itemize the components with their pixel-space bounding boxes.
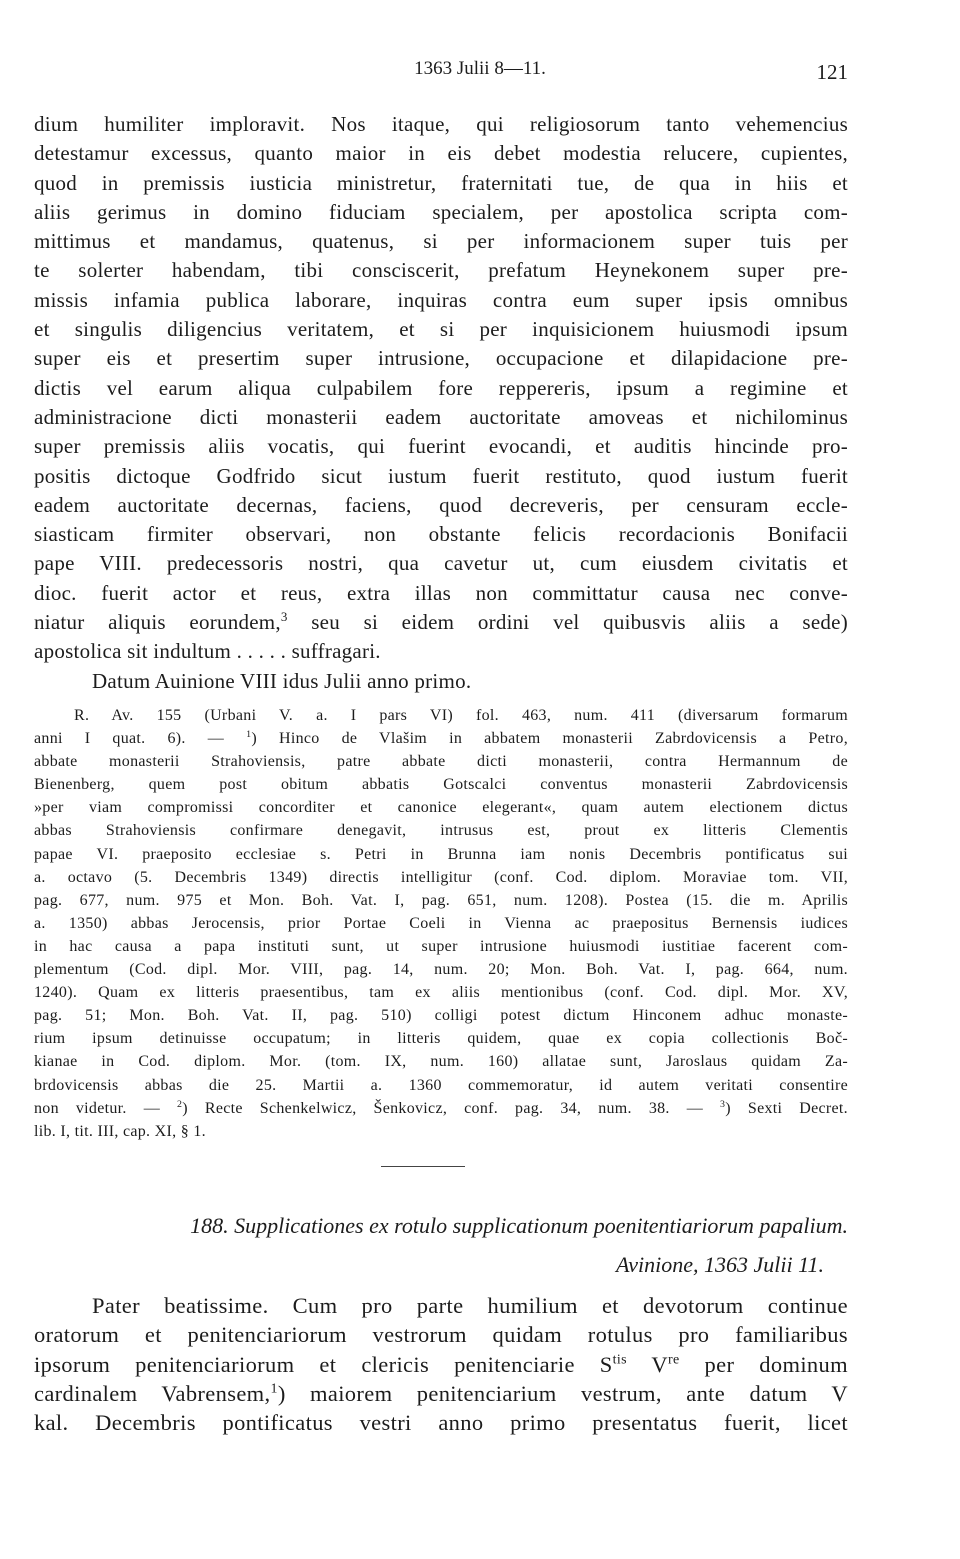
- datum-line: Datum Auinione VIII idus Julii anno primo.: [92, 668, 472, 693]
- body-line: quod in premissis iusticia ministretur, fraternitati tue, de qua in hiis et: [34, 170, 848, 195]
- body-line: [34, 1379, 848, 1408]
- note-part: ) Sexti Decret.: [725, 1099, 848, 1117]
- document-title: 188. Supplicationes ex rotulo supplicationum poenitentiariorum papalium.: [190, 1213, 848, 1238]
- body-line: Pater beatissime. Cum pro parte humilium et devotorum continue: [92, 1293, 848, 1318]
- note-part: ) Recte Schenkelwicz, Šenkovicz, conf. pag. 34, num. 38. —: [182, 1099, 720, 1117]
- footnote-mark: 2: [176, 1098, 183, 1110]
- note-line: brdovicensis abbas die 25. Martii a. 1360 commemoratur, id autem veritati consentire: [34, 1076, 848, 1094]
- footnote-mark: 3: [720, 1098, 726, 1110]
- note-line: Bienenberg, quem post obitum abbatis Gotscalci conventus monasterii Zabrdovicensis: [34, 776, 848, 794]
- body-line: detestamur excessus, quanto maior in eis debet modestia relucere, cupientes,: [34, 141, 848, 166]
- note-line: pag. 677, num. 975 et Mon. Boh. Vat. I, pag. 651, num. 1208). Postea (15. die m. Aprilis: [34, 891, 848, 909]
- note-line: lib. I, tit. III, cap. XI, § 1.: [34, 1122, 206, 1140]
- note-line: a. 1350) abbas Jerocensis, prior Portae Coeli in Vienna ac praepositus Bernensis iudices: [34, 914, 848, 932]
- body-line: [34, 1350, 848, 1379]
- running-head: 1363 Julii 8—11.: [414, 58, 546, 79]
- body-line-part: ipsorum penitenciariorum et clericis penitenciarie S: [34, 1351, 613, 1377]
- body-line: oratorum et penitenciariorum vestrorum quidam rotulus pro familiaribus: [34, 1322, 848, 1348]
- superscript: re: [668, 1352, 680, 1368]
- body-line: missis infamia publica laborare, inquiras contra eum super ipsis omnibus: [34, 287, 848, 312]
- body-line: te solerter habendam, tibi consciscerit, prefatum Heynekonem super pre-: [34, 258, 848, 283]
- body-line: niatur aliquis eorundem,$^3$ seu si eidem ordini vel quibusvis aliis a sede): [34, 609, 848, 635]
- note-line: »per viam compromissi concorditer et canonice elegerant«, quam autem electionem dictus: [34, 799, 848, 817]
- body-line-part: per dominum: [679, 1351, 848, 1377]
- body-line-part: cardinalem Vabrensem,: [34, 1380, 271, 1406]
- note-line: R. Av. 155 (Urbani V. a. I pars VI) fol. 463, num. 411 (diversarum formarum: [74, 707, 848, 724]
- note-line: abbate monasterii Strahoviensis, patre abbate dicti monasterii, contra Hermannum de: [34, 753, 848, 771]
- body-line: et singulis diligencius veritatem, et si per inquisicionem huiusmodi ipsum: [34, 317, 848, 342]
- note-line: rium ipsum detinuisse occupatum; in litteris quidem, quae ex copia collectionis Boč-: [34, 1030, 848, 1048]
- body-line: positis dictoque Godfrido sicut iustum fuerit restituto, quod iustum fuerit: [34, 463, 848, 488]
- body-line: super eis et presertim super intrusione, occupacione et dilapidacione pre-: [34, 346, 848, 371]
- note-part: anni I quat. 6). —: [34, 730, 247, 748]
- note-line: [34, 1097, 848, 1120]
- body-line: kal. Decembris pontificatus vestri anno primo presentatus fuerit, licet: [34, 1410, 848, 1436]
- note-line: kianae in Cod. diplom. Mor. (tom. IX, num. 160) allatae sunt, Jaroslaus quidam Za-: [34, 1053, 848, 1071]
- body-line: apostolica sit indultum . . . . . suffragari.: [34, 639, 381, 664]
- body-line-part: niatur aliquis eorundem,: [34, 610, 281, 635]
- page-header: [0, 58, 960, 82]
- body-line-part: seu si eidem ordini vel quibusvis aliis a sede: [287, 610, 841, 635]
- body-line: dictis vel earum aliqua culpabilem fore reppereris, ipsum a regimine et: [34, 375, 848, 400]
- note-line: papae VI. praeposito ecclesiae s. Petri in Brunna iam nonis Decembris pontificatus sui: [34, 845, 848, 863]
- document-place-date: Avinione, 1363 Julii 11.: [616, 1252, 824, 1277]
- footnotes: [34, 704, 848, 1143]
- body-line-part: V: [626, 1351, 669, 1377]
- page-number: 121: [816, 60, 848, 84]
- document-188-text: [34, 1291, 848, 1437]
- note-line: in hac causa a papa instituti sunt, ut super intrusione huiusmodi iustitiae facerent com-: [34, 937, 848, 955]
- note-line: 1240). Quam ex litteris praesentibus, tam ex aliis mentionibus (conf. Cod. dipl. Mor. XV,: [34, 984, 848, 1002]
- body-line: super premissis aliis vocatis, qui fuerint evocandi, et auditis hincinde pro-: [34, 434, 848, 459]
- note-line: abbas Strahoviensis confirmare denegavit, intrusus est, prout ex litteris Clementis: [34, 822, 848, 840]
- note-line: [34, 727, 848, 750]
- note-line: pag. 51; Mon. Boh. Vat. II, pag. 510) colligi potest dictum Hinconem adhuc monaste-: [34, 1007, 848, 1025]
- body-line: siasticam firmiter observari, non obstante felicis recordacionis Bonifacii: [34, 522, 848, 547]
- body-line-part: ) maiorem penitenciarium vestrum, ante datum V: [277, 1380, 848, 1406]
- footnote-mark: 1: [270, 1381, 278, 1397]
- separator-rule: [381, 1166, 465, 1167]
- note-part: ) Hinco de Vlašim in abbatem monasterii Zabrdovicensis a Petro,: [251, 730, 848, 748]
- body-line: dioc. fuerit actor et reus, extra illas non committatur causa nec conve-: [34, 580, 848, 605]
- footnote-mark: 1: [246, 729, 252, 741]
- footnote-mark: 3: [280, 609, 288, 625]
- note-line: plementum (Cod. dipl. Mor. VIII, pag. 14, num. 20; Mon. Boh. Vat. I, pag. 664, num.: [34, 961, 848, 979]
- body-line: mittimus et mandamus, quatenus, si per informacionem super tuis per: [34, 229, 848, 254]
- body-line: pape VIII. predecessoris nostri, qua cavetur ut, cum eiusdem civitatis et: [34, 551, 848, 576]
- superscript: tis: [612, 1352, 627, 1368]
- body-line: eadem auctoritate decernas, faciens, quod decreveris, per censuram eccle-: [34, 492, 848, 517]
- body-line: dium humiliter imploravit. Nos itaque, qui religiosorum tanto vehemencius: [34, 112, 848, 136]
- body-line: administracione dicti monasterii eadem auctoritate amoveas et nichilominus: [34, 404, 848, 429]
- main-text: [34, 110, 848, 696]
- note-part: non videtur. —: [34, 1099, 177, 1117]
- body-line: aliis gerimus in domino fiduciam specialem, per apostolica scripta com-: [34, 199, 848, 224]
- note-line: a. octavo (5. Decembris 1349) directis intelligitur (conf. Cod. diplom. Moraviae tom. VII,: [34, 868, 848, 886]
